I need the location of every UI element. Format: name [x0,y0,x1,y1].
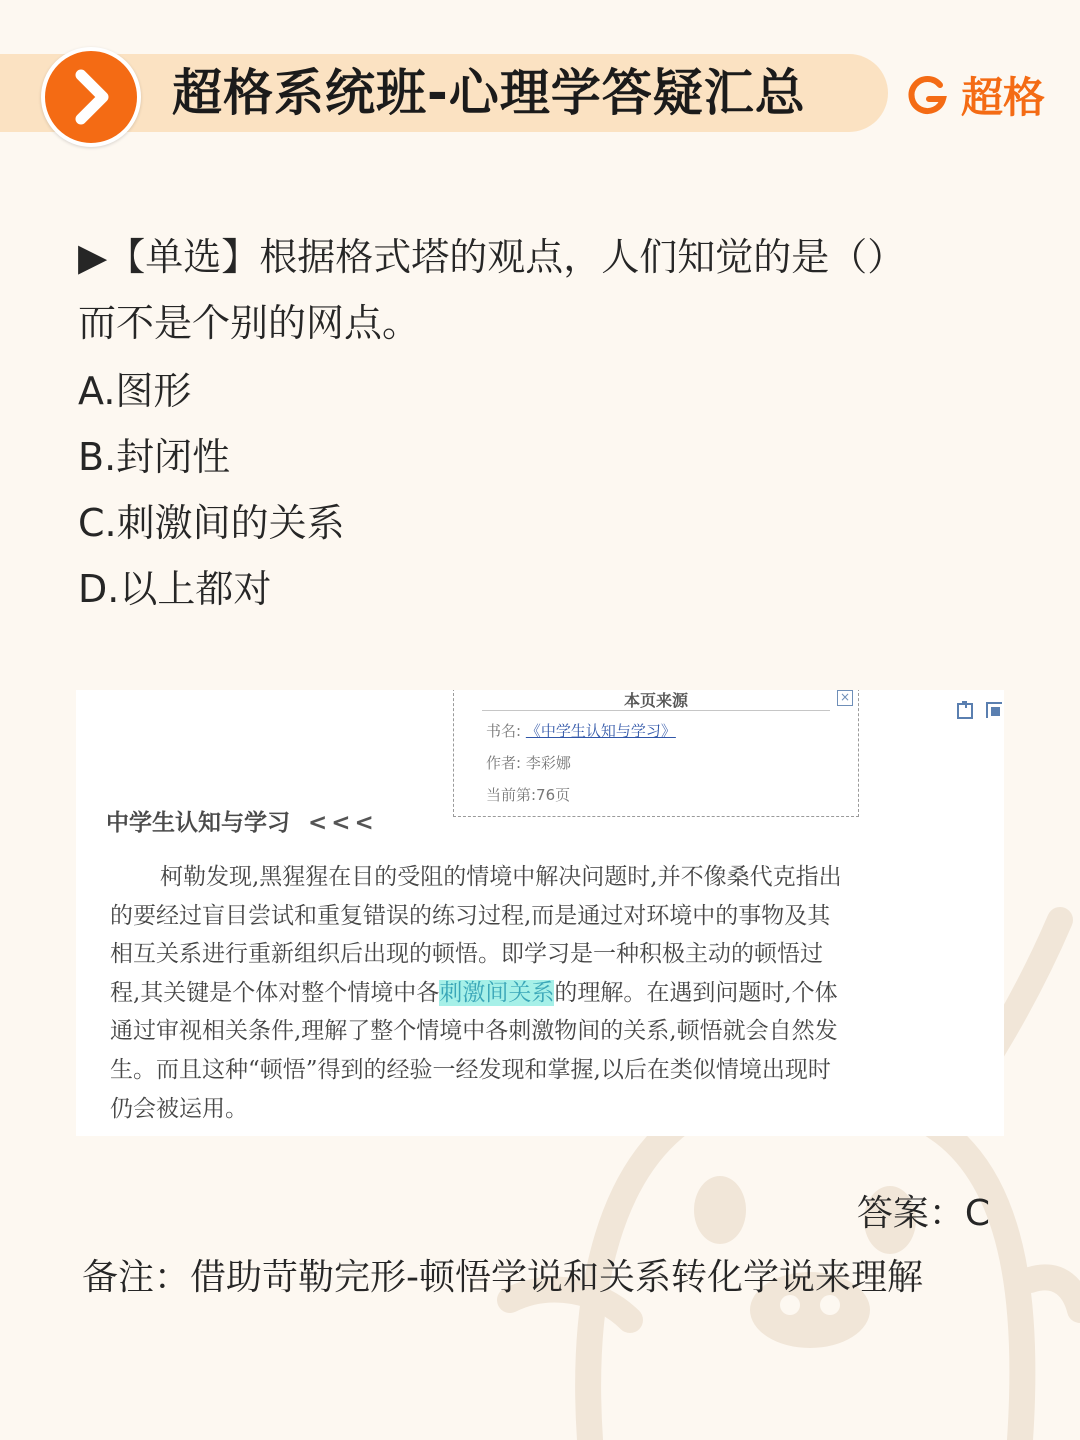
page-title: 超格系统班-心理学答疑汇总 [172,64,806,122]
rotate-icon[interactable] [956,700,976,720]
popup-page: 当前第:76页 [486,786,571,804]
book-running-header [106,804,378,837]
crop-icon[interactable] [984,700,1004,720]
book-excerpt-screenshot [76,690,1004,1136]
book-paragraph [110,858,970,1128]
popup-book-link[interactable]: 《中学生认知与学习》 [525,722,676,740]
close-icon[interactable]: × [837,690,853,706]
brand-g-icon [905,73,949,117]
book-line-start: 程,其关键是个体对整个情境中各 [110,979,440,1006]
popup-divider [482,710,830,711]
note-text: 备注：借助苛勒完形-顿悟学说和关系转化学说来理解 [82,1257,923,1298]
source-popup [453,690,859,817]
book-line-end: 的理解。在遇到问题时,个体 [554,979,838,1006]
book-line: 仍会被运用。 [110,1095,248,1122]
book-header-marks: <<< [308,810,378,836]
header-badge [41,47,141,147]
book-line: 的要经过盲目尝试和重复错误的练习过程,而是通过对环境中的事物及其 [110,902,831,929]
option-d: D.以上都对 [78,567,272,611]
brand-name: 超格 [961,73,1046,122]
chevron-right-icon [45,51,137,143]
book-line: 通过审视相关条件,理解了整个情境中各刺激物间的关系,顿悟就会自然发 [110,1018,838,1045]
book-header-title: 中学生认知与学习 [106,810,290,836]
book-line: 柯勒发现,黑猩猩在目的受阻的情境中解决问题时,并不像桑代克指出 [160,864,842,890]
highlighted-phrase: 刺激间关系 [439,979,555,1006]
popup-book-row [486,720,676,741]
book-line-highlighted [110,974,970,1013]
question-line-2: 而不是个别的网点。 [78,301,421,345]
option-list [78,358,345,622]
question-line-1: ▶【单选】根据格式塔的观点，人们知觉的是（） [78,235,906,279]
book-line: 相互关系进行重新组织后出现的顿悟。即学习是一种积极主动的顿悟过 [110,941,823,968]
answer-text: 答案：C [856,1193,990,1234]
option-b: B.封闭性 [78,435,231,479]
question-stem [78,224,998,356]
brand-logo [905,66,1045,124]
option-a: A.图形 [78,369,192,413]
popup-title: 本页来源 [623,691,688,710]
book-line: 生。而且这种“顿悟”得到的经验一经发现和掌握,以后在类似情境出现时 [110,1056,831,1083]
popup-book-label: 书名: [486,722,522,740]
popup-author: 作者: 李彩娜 [486,754,571,772]
option-c: C.刺激间的关系 [78,501,345,545]
